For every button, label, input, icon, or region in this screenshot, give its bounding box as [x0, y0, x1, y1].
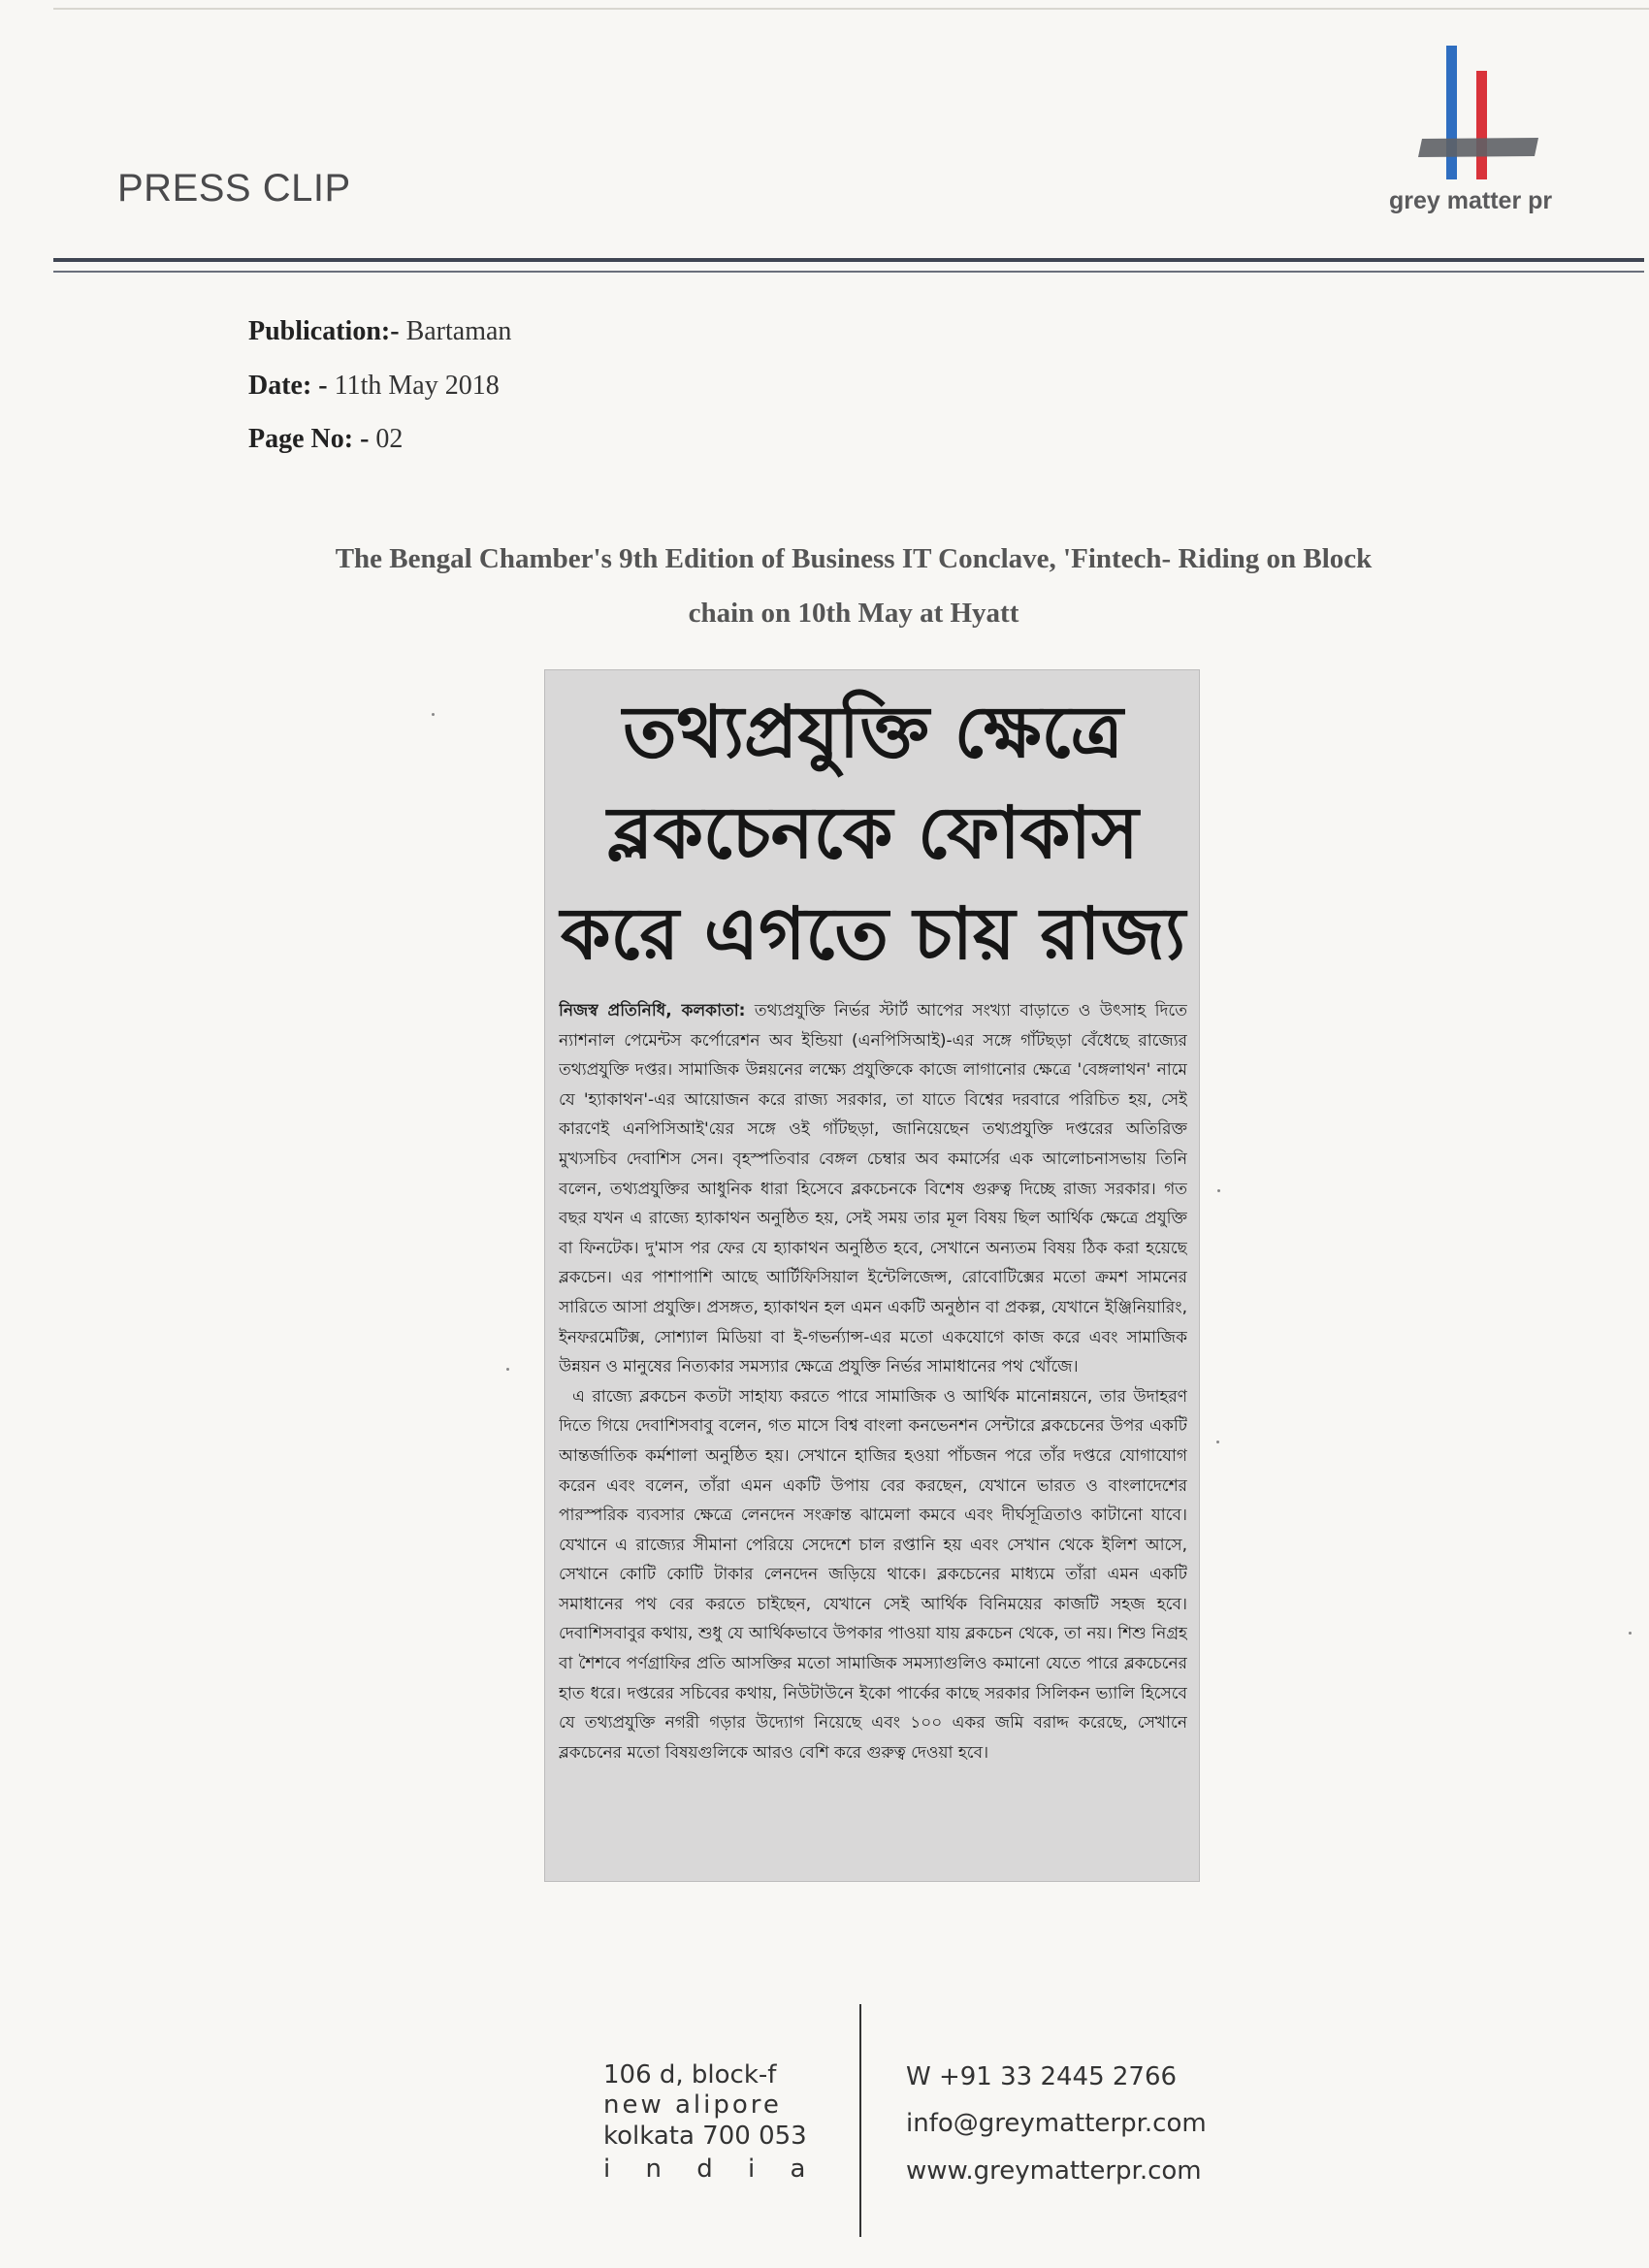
press-clip-label: PRESS CLIP: [117, 167, 351, 210]
address-line-1: 106 d, block-f: [603, 2060, 777, 2090]
scan-speck: [1216, 1441, 1219, 1443]
clipping-paragraph-2: এ রাজ্যে ব্লকচেন কতটা সাহায্য করতে পারে সামাজিক ও আর্থিক মানোন্নয়নে, তার উদাহরণ দিতে গিয়ে দেবাশিসবাবু বলেন, গত মাসে বিশ্ব বাংলা কনভেনশন সেন্টারে ব্লকচেনের উপর একটি আন্তর্জাতিক কর্মশালা অনুষ্ঠিত হয়। সেখানে হাজির হওয়া পাঁচজন পরে তাঁর দপ্তরে যোগাযোগ করেন এবং বলেন, তাঁরা এমন একটি উপায় বের করছেন, যেখানে ভারত ও বাংলাদেশের পারস্পরিক ব্যবসার ক্ষেত্রে লেনদেন সংক্রান্ত ঝামেলা কমবে এবং দীর্ঘসূত্রিতাও কাটানো যাবে। যেখানে এ রাজ্যের সীমানা পেরিয়ে সেদেশে চাল রপ্তানি হয় এবং সেখান থেকে ইলিশ আসে, সেখানে কোটি কোটি টাকার লেনদেন জড়িয়ে থাকে। ব্লকচেনের মাধ্যমে তাঁরা এমন একটি সমাধানের পথ বের করতে চাইছেন, যেখানে সেই আর্থিক বিনিময়ের কাজটি সহজ হবে। দেবাশিসবাবুর কথায়, শুধু যে আর্থিকভাবে উপকার পাওয়া যায় ব্লকচেন থেকে, তা নয়। শিশু নিগ্রহ বা শৈশবে পর্ণগ্রাফির প্রতি আসক্তির মতো সামাজিক সমস্যাগুলিও কমানো যেতে পারে ব্লকচেনের হাত ধরে। দপ্তরের সচিবের কথায়, নিউটাউনে ইকো পার্কের কাছে সরকার সিলিকন ভ্যালি হিসেবে যে তথ্যপ্রযুক্তি নগরী গড়ার উদ্যোগ নিয়েছে এবং ১০০ একর জমি বরাদ্দ করেছে, সেখানে ব্লকচেনের মতো বিষয়গুলিকে আরও বেশি করে গুরুত্ব দেওয়া হবে।: [559, 1386, 1187, 1763]
headline-line-2: chain on 10th May at Hyatt: [688, 598, 1019, 629]
article-headline: [233, 532, 1474, 640]
scan-speck: [506, 1368, 509, 1371]
newspaper-clipping: [544, 669, 1200, 1882]
scan-speck: [432, 713, 435, 716]
header-rule: [53, 258, 1644, 262]
clipping-title-line-2: ব্লকচেনকে ফোকাস: [607, 792, 1139, 875]
clipping-paragraph-1-text: তথ্যপ্রযুক্তি নির্ভর স্টার্ট আপের সংখ্যা বাড়াতে ও উৎসাহ দিতে ন্যাশনাল পেমেন্টস কর্পোরেশন অব ইন্ডিয়া (এনপিসিআই)-এর সঙ্গে গাঁটছড়া বেঁধেছে রাজ্যের তথ্যপ্রযুক্তি দপ্তর। সামাজিক উন্নয়নের লক্ষ্যে প্রযুক্তিকে কাজে লাগানোর ক্ষেত্রে 'বেঙ্গলাথন' নামে যে 'হ্যাকাথন'-এর আয়োজন করে রাজ্য সরকার, তা যাতে বিশ্বের দরবারে পরিচিত হয়, সেই কারণেই এনপিসিআই'য়ের সঙ্গে ওই গাঁটছড়া, জানিয়েছেন তথ্যপ্রযুক্তি দপ্তরের অতিরিক্ত মুখ্যসচিব দেবাশিস সেন। বৃহস্পতিবার বেঙ্গল চেম্বার অব কমার্সের এক আলোচনাসভায় তিনি বলেন, তথ্যপ্রযুক্তির আধুনিক ধারা হিসেবে ব্লকচেনকে বিশেষ গুরুত্ব দিচ্ছে রাজ্য সরকার। গত বছর যখন এ রাজ্যে হ্যাকাথন অনুষ্ঠিত হয়, সেই সময় তার মূল বিষয় ছিল আর্থিক ক্ষেত্রে প্রযুক্তি বা ফিনটেক। দু'মাস পর ফের যে হ্যাকাথন অনুষ্ঠিত হবে, সেখানে অন্যতম বিষয় ঠিক করা হয়েছে ব্লকচেন। এর পাশাপাশি আছে আর্টিফিসিয়াল ইন্টেলিজেন্স, রোবোটিক্সের মতো ক্রমশ সামনের সারিতে আসা প্রযুক্তি। প্রসঙ্গত, হ্যাকাথন হল এমন একটি অনুষ্ঠান বা প্রকল্প, যেখানে ইঞ্জিনিয়ারিং, ইনফরমেটিক্স, সোশ্যাল মিডিয়া বা ই-গভর্ন্যান্স-এর মতো একযোগে কাজ করে এবং সামাজিক উন্নয়ন ও মানুষের নিত্যকার সমস্যার ক্ষেত্রে প্রযুক্তি নির্ভর সামাধানের পথ খোঁজে।: [559, 1001, 1187, 1377]
scan-top-edge: [53, 8, 1649, 10]
address-line-4: i n d i a: [603, 2155, 820, 2184]
clipping-paragraph-1: [559, 996, 1187, 1382]
address-line-3: kolkata 700 053: [603, 2122, 807, 2151]
address-line-2: new alipore: [603, 2090, 782, 2120]
scan-speck: [1629, 1632, 1632, 1635]
page-no-label: Page No: -: [248, 424, 370, 454]
clipping-title-line-3: করে এগতে চায় রাজ্য: [560, 892, 1186, 976]
publication-label: Publication:-: [248, 316, 400, 346]
headline-line-1: The Bengal Chamber's 9th Edition of Business IT Conclave, 'Fintech- Riding on Block: [335, 543, 1373, 574]
email-address[interactable]: info@greymatterpr.com: [906, 2109, 1207, 2138]
header-rule-thin: [53, 271, 1644, 273]
page-no-value: 02: [375, 424, 404, 454]
publication-line: [248, 316, 511, 347]
footer-divider: [859, 2004, 861, 2237]
logo-blue-bar: [1446, 46, 1457, 179]
clipping-title-line-1: তথ্যপ্রযুক্তি ক্ষেত্রে: [623, 691, 1123, 774]
scan-speck: [1217, 1189, 1220, 1192]
publication-value: Bartaman: [405, 316, 512, 346]
page-no-line: [248, 424, 403, 455]
date-label: Date: -: [248, 371, 328, 401]
logo-red-bar: [1476, 71, 1487, 179]
date-line: [248, 371, 500, 402]
phone-number: W +91 33 2445 2766: [906, 2062, 1178, 2091]
brand-name: grey matter pr: [1389, 187, 1553, 214]
clipping-body: [559, 996, 1187, 1869]
logo-grey-stroke: [1418, 138, 1538, 157]
website-link[interactable]: www.greymatterpr.com: [906, 2156, 1202, 2186]
clipping-byline: নিজস্ব প্রতিনিধি, কলকাতা:: [559, 1001, 746, 1021]
date-value: 11th May 2018: [334, 371, 500, 401]
clipping-title: [545, 682, 1200, 985]
